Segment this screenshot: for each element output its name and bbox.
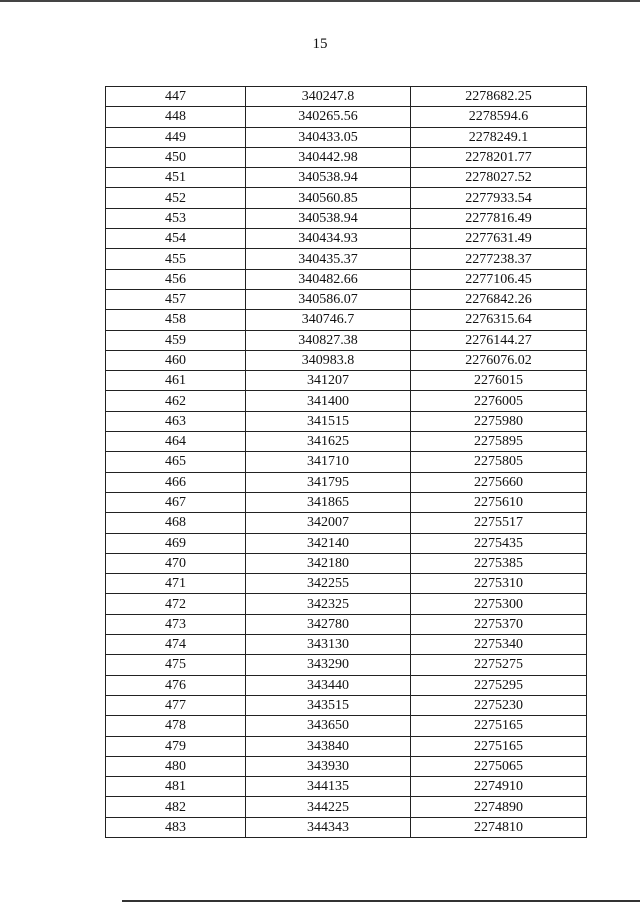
- point-number-cell: 474: [106, 635, 246, 655]
- x-coordinate-cell: 341515: [246, 411, 411, 431]
- table-row: [106, 492, 587, 512]
- y-coordinate-cell: 2278027.52: [411, 168, 587, 188]
- table-row: [106, 533, 587, 553]
- x-coordinate-cell: 341400: [246, 391, 411, 411]
- point-number-cell: 458: [106, 310, 246, 330]
- table-row: [106, 208, 587, 228]
- x-coordinate-cell: 340538.94: [246, 208, 411, 228]
- y-coordinate-cell: 2275310: [411, 574, 587, 594]
- x-coordinate-cell: 340983.8: [246, 350, 411, 370]
- point-number-cell: 454: [106, 229, 246, 249]
- table-row: [106, 411, 587, 431]
- y-coordinate-cell: 2278682.25: [411, 87, 587, 107]
- table-row: [106, 289, 587, 309]
- table-row: [106, 594, 587, 614]
- table-row: [106, 777, 587, 797]
- x-coordinate-cell: 340586.07: [246, 289, 411, 309]
- point-number-cell: 470: [106, 553, 246, 573]
- page-number: 15: [312, 36, 328, 52]
- point-number-cell: 460: [106, 350, 246, 370]
- x-coordinate-cell: 340746.7: [246, 310, 411, 330]
- table-row: [106, 614, 587, 634]
- y-coordinate-cell: 2277933.54: [411, 188, 587, 208]
- point-number-cell: 466: [106, 472, 246, 492]
- point-number-cell: 455: [106, 249, 246, 269]
- table-row: [106, 574, 587, 594]
- point-number-cell: 468: [106, 513, 246, 533]
- table-row: [106, 249, 587, 269]
- y-coordinate-cell: 2274810: [411, 817, 587, 837]
- point-number-cell: 471: [106, 574, 246, 594]
- point-number-cell: 481: [106, 777, 246, 797]
- x-coordinate-cell: 340265.56: [246, 107, 411, 127]
- y-coordinate-cell: 2277631.49: [411, 229, 587, 249]
- y-coordinate-cell: 2278249.1: [411, 127, 587, 147]
- y-coordinate-cell: 2275385: [411, 553, 587, 573]
- y-coordinate-cell: 2275340: [411, 635, 587, 655]
- table-row: [106, 188, 587, 208]
- point-number-cell: 463: [106, 411, 246, 431]
- table-row: [106, 675, 587, 695]
- x-coordinate-cell: 341795: [246, 472, 411, 492]
- table-row: [106, 87, 587, 107]
- x-coordinate-cell: 342255: [246, 574, 411, 594]
- y-coordinate-cell: 2274910: [411, 777, 587, 797]
- y-coordinate-cell: 2275895: [411, 432, 587, 452]
- point-number-cell: 478: [106, 716, 246, 736]
- y-coordinate-cell: 2278594.6: [411, 107, 587, 127]
- y-coordinate-cell: 2275370: [411, 614, 587, 634]
- y-coordinate-cell: 2276015: [411, 371, 587, 391]
- table-row: [106, 310, 587, 330]
- table-row: [106, 107, 587, 127]
- point-number-cell: 462: [106, 391, 246, 411]
- y-coordinate-cell: 2275065: [411, 756, 587, 776]
- x-coordinate-cell: 341207: [246, 371, 411, 391]
- x-coordinate-cell: 343840: [246, 736, 411, 756]
- x-coordinate-cell: 342007: [246, 513, 411, 533]
- y-coordinate-cell: 2275230: [411, 695, 587, 715]
- point-number-cell: 472: [106, 594, 246, 614]
- table-row: [106, 269, 587, 289]
- bottom-rule: [122, 900, 640, 902]
- x-coordinate-cell: 342325: [246, 594, 411, 614]
- point-number-cell: 464: [106, 432, 246, 452]
- table-row: [106, 432, 587, 452]
- x-coordinate-cell: 340560.85: [246, 188, 411, 208]
- point-number-cell: 483: [106, 817, 246, 837]
- y-coordinate-cell: 2274890: [411, 797, 587, 817]
- point-number-cell: 473: [106, 614, 246, 634]
- y-coordinate-cell: 2275165: [411, 736, 587, 756]
- y-coordinate-cell: 2277238.37: [411, 249, 587, 269]
- point-number-cell: 459: [106, 330, 246, 350]
- point-number-cell: 453: [106, 208, 246, 228]
- y-coordinate-cell: 2275295: [411, 675, 587, 695]
- table-row: [106, 553, 587, 573]
- y-coordinate-cell: 2276005: [411, 391, 587, 411]
- y-coordinate-cell: 2275805: [411, 452, 587, 472]
- point-number-cell: 461: [106, 371, 246, 391]
- point-number-cell: 469: [106, 533, 246, 553]
- table-row: [106, 472, 587, 492]
- x-coordinate-cell: 340538.94: [246, 168, 411, 188]
- table-row: [106, 797, 587, 817]
- coordinates-table: [105, 86, 587, 838]
- x-coordinate-cell: 340433.05: [246, 127, 411, 147]
- table-row: [106, 391, 587, 411]
- x-coordinate-cell: 341625: [246, 432, 411, 452]
- y-coordinate-cell: 2275165: [411, 716, 587, 736]
- x-coordinate-cell: 343130: [246, 635, 411, 655]
- table-row: [106, 371, 587, 391]
- y-coordinate-cell: 2275435: [411, 533, 587, 553]
- y-coordinate-cell: 2277106.45: [411, 269, 587, 289]
- point-number-cell: 480: [106, 756, 246, 776]
- table-row: [106, 168, 587, 188]
- point-number-cell: 465: [106, 452, 246, 472]
- x-coordinate-cell: 340434.93: [246, 229, 411, 249]
- y-coordinate-cell: 2278201.77: [411, 147, 587, 167]
- table-row: [106, 452, 587, 472]
- x-coordinate-cell: 344343: [246, 817, 411, 837]
- table-row: [106, 330, 587, 350]
- x-coordinate-cell: 343930: [246, 756, 411, 776]
- point-number-cell: 449: [106, 127, 246, 147]
- x-coordinate-cell: 341865: [246, 492, 411, 512]
- table-row: [106, 655, 587, 675]
- point-number-cell: 451: [106, 168, 246, 188]
- point-number-cell: 452: [106, 188, 246, 208]
- x-coordinate-cell: 342180: [246, 553, 411, 573]
- table-row: [106, 147, 587, 167]
- point-number-cell: 479: [106, 736, 246, 756]
- table-row: [106, 350, 587, 370]
- x-coordinate-cell: 341710: [246, 452, 411, 472]
- y-coordinate-cell: 2275660: [411, 472, 587, 492]
- x-coordinate-cell: 340827.38: [246, 330, 411, 350]
- x-coordinate-cell: 342140: [246, 533, 411, 553]
- coordinates-table-body: [106, 87, 587, 838]
- y-coordinate-cell: 2275610: [411, 492, 587, 512]
- table-row: [106, 229, 587, 249]
- point-number-cell: 467: [106, 492, 246, 512]
- x-coordinate-cell: 340442.98: [246, 147, 411, 167]
- table-row: [106, 127, 587, 147]
- point-number-cell: 477: [106, 695, 246, 715]
- point-number-cell: 447: [106, 87, 246, 107]
- x-coordinate-cell: 343440: [246, 675, 411, 695]
- table-row: [106, 736, 587, 756]
- point-number-cell: 448: [106, 107, 246, 127]
- point-number-cell: 482: [106, 797, 246, 817]
- point-number-cell: 475: [106, 655, 246, 675]
- y-coordinate-cell: 2277816.49: [411, 208, 587, 228]
- y-coordinate-cell: 2276076.02: [411, 350, 587, 370]
- y-coordinate-cell: 2276144.27: [411, 330, 587, 350]
- x-coordinate-cell: 344135: [246, 777, 411, 797]
- y-coordinate-cell: 2275517: [411, 513, 587, 533]
- x-coordinate-cell: 340435.37: [246, 249, 411, 269]
- x-coordinate-cell: 343650: [246, 716, 411, 736]
- table-row: [106, 756, 587, 776]
- point-number-cell: 450: [106, 147, 246, 167]
- y-coordinate-cell: 2276842.26: [411, 289, 587, 309]
- x-coordinate-cell: 343515: [246, 695, 411, 715]
- y-coordinate-cell: 2275300: [411, 594, 587, 614]
- point-number-cell: 457: [106, 289, 246, 309]
- x-coordinate-cell: 340247.8: [246, 87, 411, 107]
- table-row: [106, 716, 587, 736]
- y-coordinate-cell: 2276315.64: [411, 310, 587, 330]
- table-row: [106, 513, 587, 533]
- y-coordinate-cell: 2275275: [411, 655, 587, 675]
- table-row: [106, 635, 587, 655]
- x-coordinate-cell: 342780: [246, 614, 411, 634]
- table-row: [106, 817, 587, 837]
- x-coordinate-cell: 344225: [246, 797, 411, 817]
- table-row: [106, 695, 587, 715]
- y-coordinate-cell: 2275980: [411, 411, 587, 431]
- page-top-edge: [0, 0, 640, 2]
- x-coordinate-cell: 343290: [246, 655, 411, 675]
- point-number-cell: 476: [106, 675, 246, 695]
- x-coordinate-cell: 340482.66: [246, 269, 411, 289]
- point-number-cell: 456: [106, 269, 246, 289]
